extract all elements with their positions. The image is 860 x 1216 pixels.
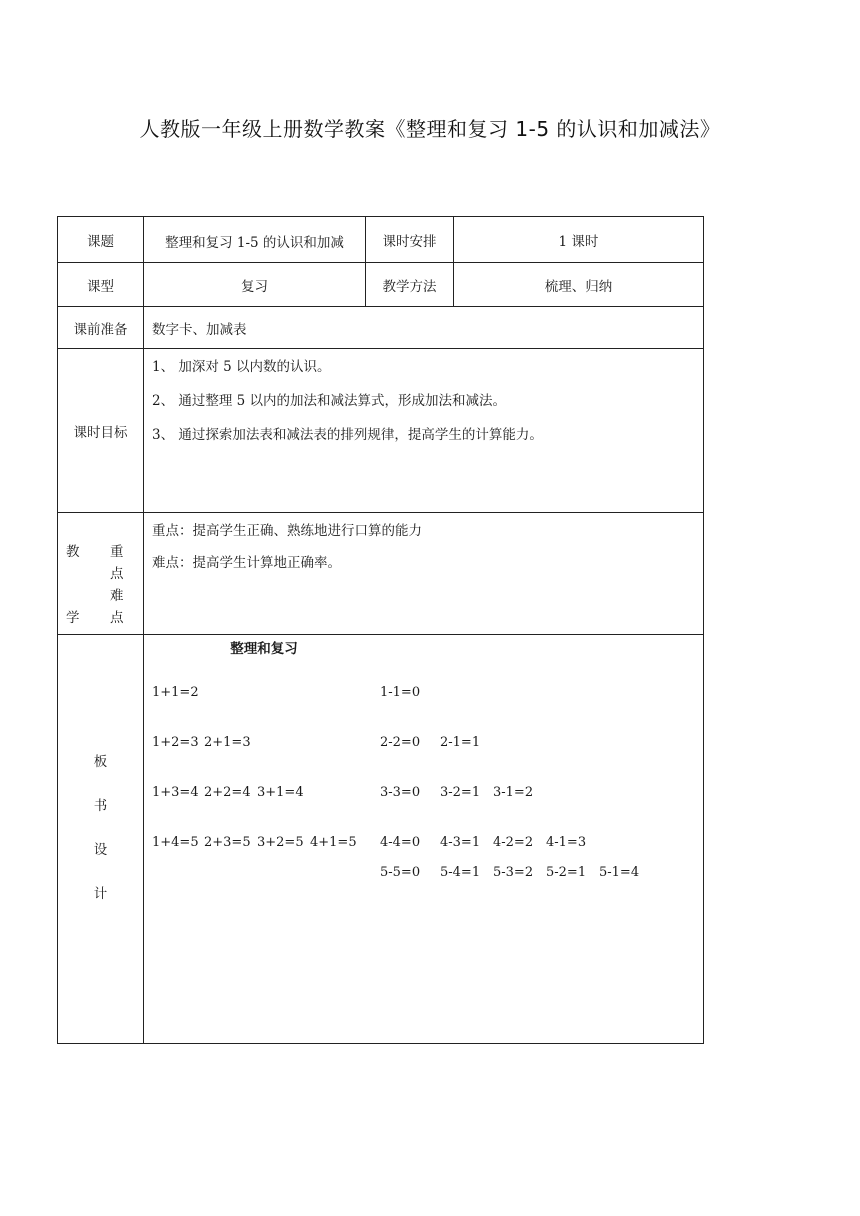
objective-item: 1、 加深对 5 以内数的认识。 (152, 359, 331, 375)
objectives-list (144, 349, 704, 513)
subtraction-equation: 4-4=0 (380, 835, 421, 850)
row-topic (58, 217, 704, 263)
addition-equation: 1+1=2 (152, 685, 199, 700)
key-label-char: 教 (66, 543, 80, 560)
addition-equation: 2+1=3 (204, 735, 251, 750)
topic-value: 整理和复习 1-5 的认识和加减 (165, 234, 344, 251)
board-label-char: 书 (93, 798, 108, 814)
subtraction-equation: 5-4=1 (440, 865, 481, 880)
row-objectives (58, 349, 704, 513)
subtraction-equation: 5-5=0 (380, 865, 421, 880)
board-label-char: 设 (93, 842, 108, 858)
subtraction-equation: 3-3=0 (380, 785, 421, 800)
subtraction-equation: 3-1=2 (493, 785, 534, 800)
addition-equation: 1+2=3 (152, 735, 199, 750)
prep-label: 课前准备 (58, 307, 144, 349)
key-points-label (58, 513, 144, 635)
board-title: 整理和复习 (230, 641, 298, 657)
addition-equation: 2+3=5 (204, 835, 251, 850)
subtraction-equation: 2-2=0 (380, 735, 421, 750)
addition-equation: 1+4=5 (152, 835, 199, 850)
objective-item: 2、 通过整理 5 以内的加法和减法算式，形成加法和减法。 (152, 393, 507, 409)
board-design (144, 635, 704, 1044)
row-key-points (58, 513, 704, 635)
objective-item: 3、 通过探索加法表和减法表的排列规律，提高学生的计算能力。 (152, 427, 543, 443)
subtraction-equation: 4-3=1 (440, 835, 481, 850)
row-prep (58, 307, 704, 349)
board-label-char: 计 (93, 886, 108, 902)
addition-equation: 1+3=4 (152, 785, 199, 800)
board-label (58, 635, 144, 1044)
method-value: 梳理、归纳 (454, 263, 704, 307)
lesson-plan-table (57, 216, 704, 1044)
addition-equation: 3+2=5 (257, 835, 304, 850)
schedule-value: 1 课时 (454, 217, 704, 263)
subtraction-equation: 5-1=4 (599, 865, 640, 880)
subtraction-equation: 4-2=2 (493, 835, 534, 850)
row-board (58, 635, 704, 1044)
addition-equation: 2+2=4 (204, 785, 251, 800)
key-points-content (144, 513, 704, 635)
key-label-char: 难 (110, 587, 124, 604)
subtraction-equation: 5-3=2 (493, 865, 534, 880)
subtraction-equation: 1-1=0 (380, 685, 421, 700)
addition-equation: 4+1=5 (310, 835, 357, 850)
subtraction-equation: 4-1=3 (546, 835, 587, 850)
subtraction-equation: 5-2=1 (546, 865, 587, 880)
difficult-point: 难点：提高学生计算地正确率。 (152, 555, 341, 571)
method-label: 教学方法 (366, 263, 454, 307)
type-label: 课型 (58, 263, 144, 307)
prep-value: 数字卡、加减表 (144, 307, 704, 349)
key-label-char: 学 (66, 609, 80, 626)
row-type (58, 263, 704, 307)
subtraction-equation: 2-1=1 (440, 735, 481, 750)
board-label-char: 板 (93, 754, 108, 770)
important-point: 重点：提高学生正确、熟练地进行口算的能力 (152, 523, 422, 539)
document-title: 人教版一年级上册数学教案《整理和复习 1-5 的认识和加减法》 (139, 117, 721, 141)
schedule-label: 课时安排 (366, 217, 454, 263)
objectives-label: 课时目标 (58, 349, 144, 513)
key-label-char: 点 (110, 565, 124, 582)
addition-equation: 3+1=4 (257, 785, 304, 800)
subtraction-equation: 3-2=1 (440, 785, 481, 800)
type-value: 复习 (144, 263, 366, 307)
topic-value-cell (144, 217, 366, 263)
key-label-char: 点 (110, 609, 124, 626)
key-label-char: 重 (110, 543, 124, 560)
topic-label: 课题 (58, 217, 144, 263)
